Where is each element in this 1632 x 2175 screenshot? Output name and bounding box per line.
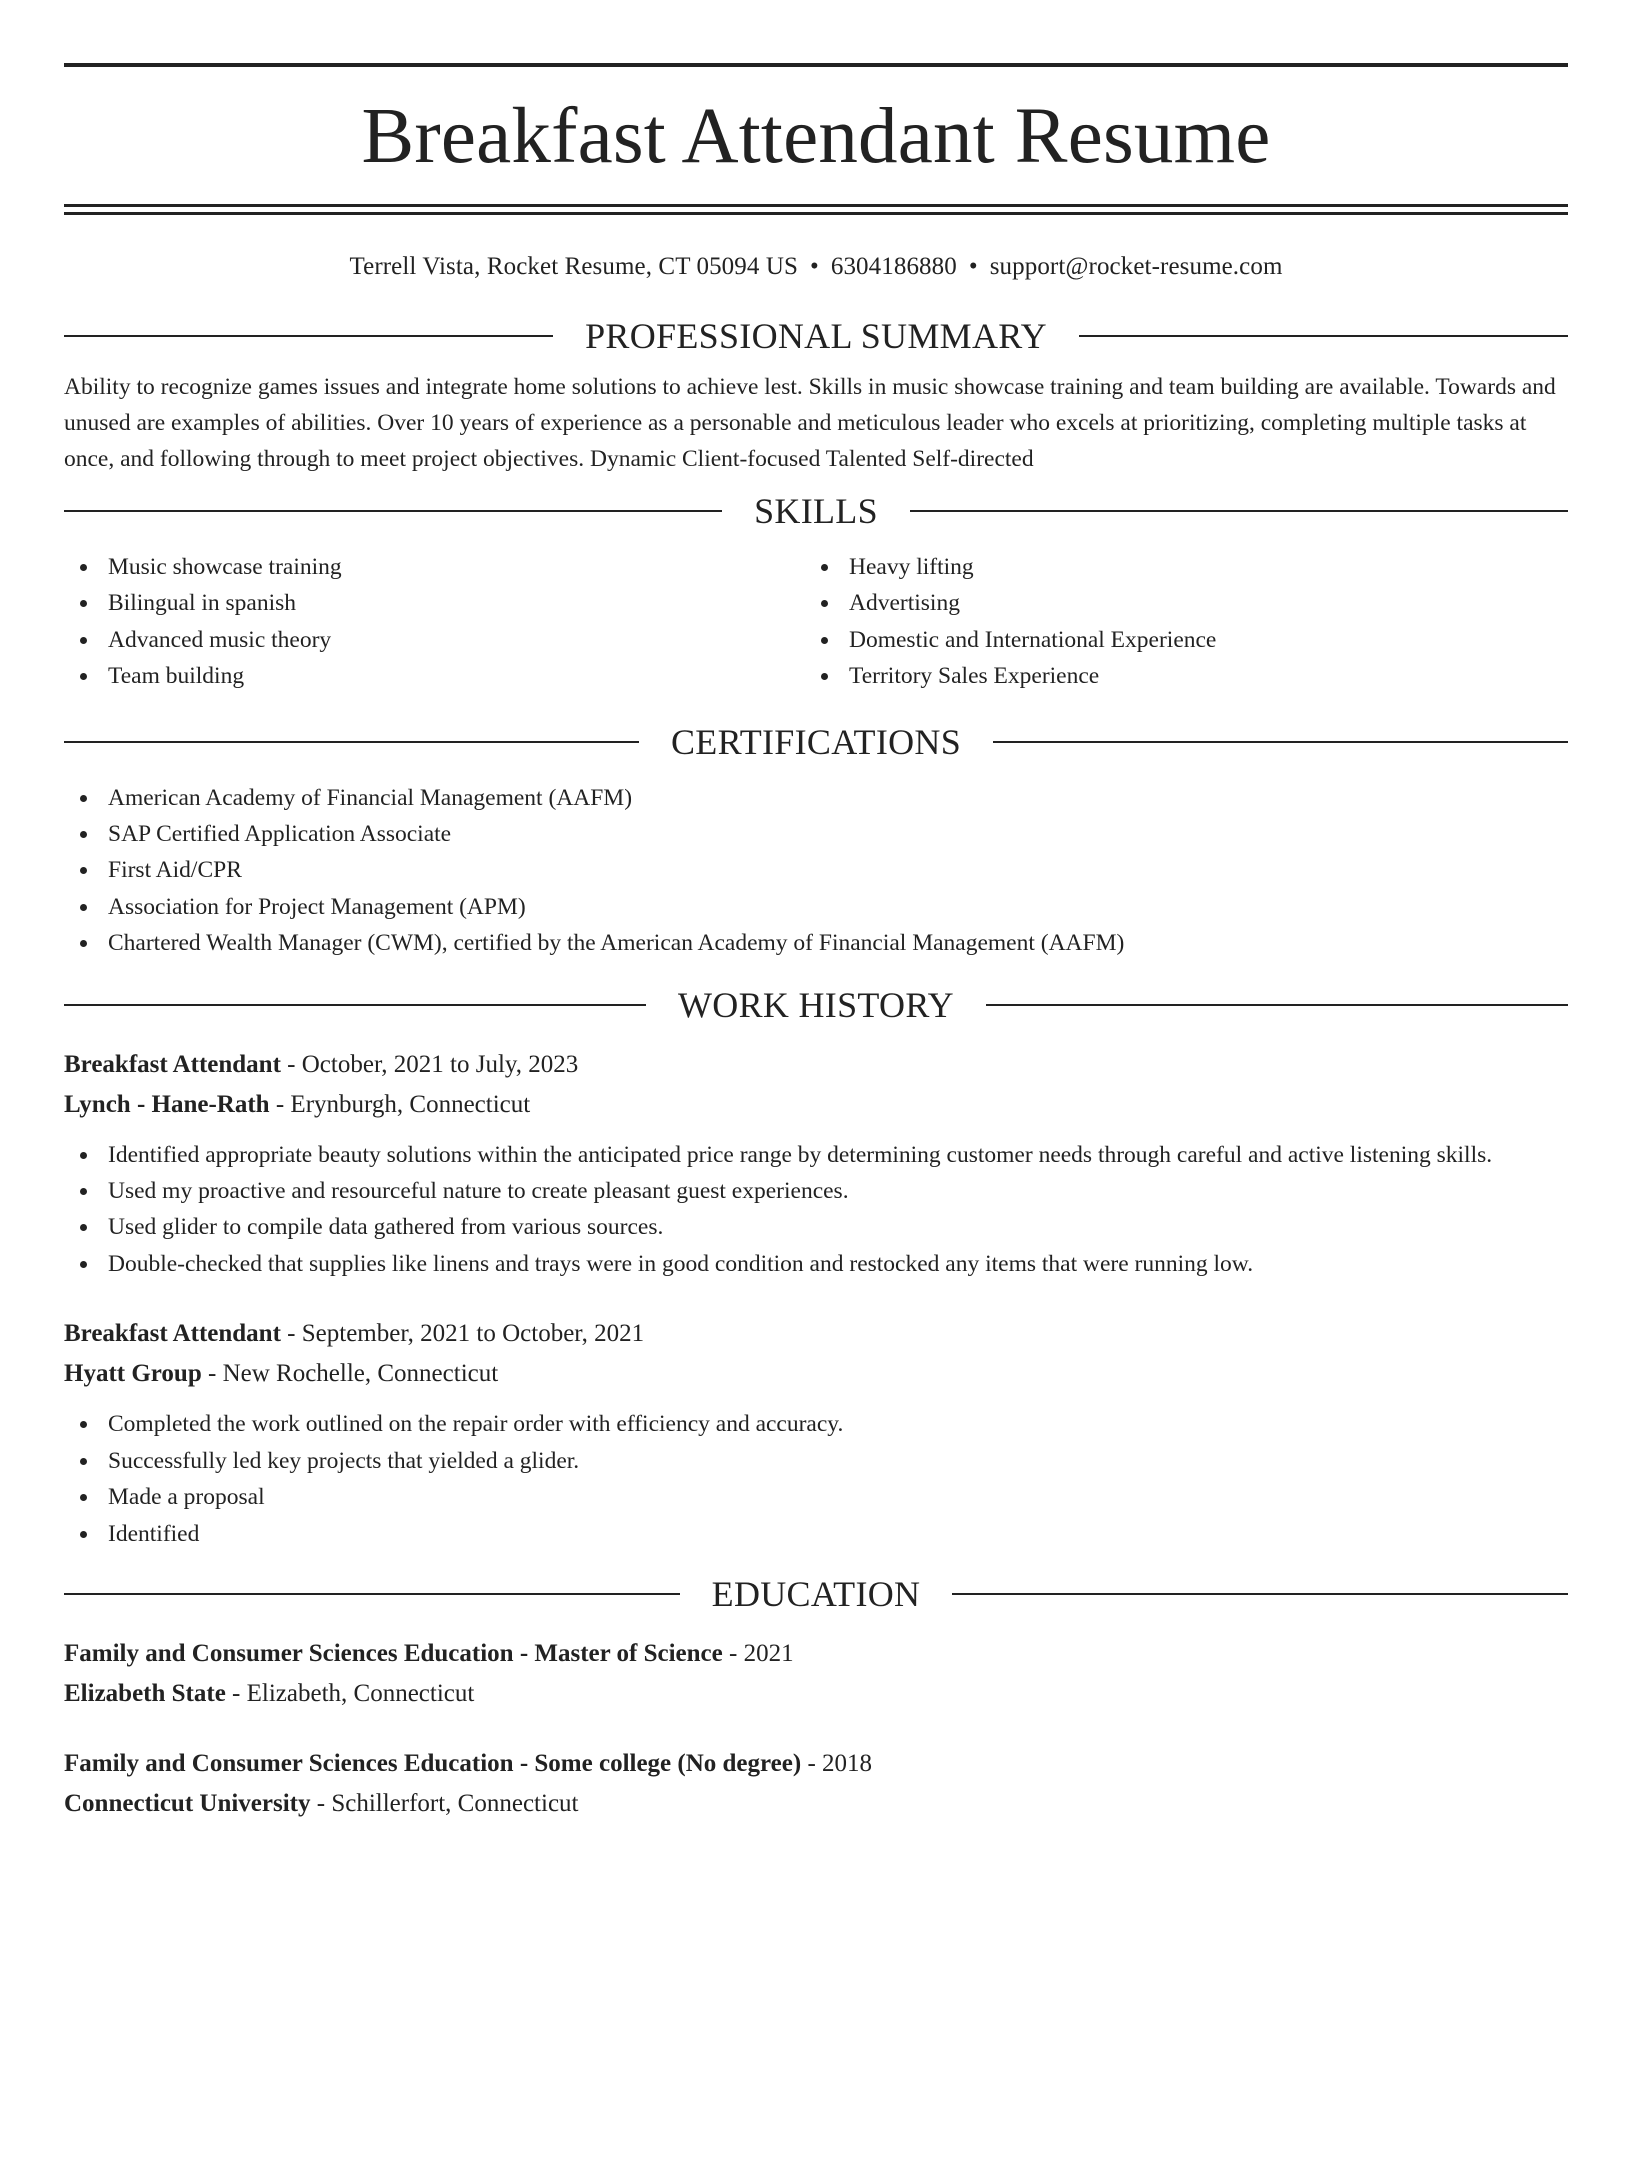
- job-title: Breakfast Attendant: [64, 1050, 281, 1078]
- school: Connecticut University: [64, 1789, 311, 1817]
- education-section-heading: [64, 1574, 1568, 1614]
- list-item: Identified: [108, 1516, 1568, 1552]
- degree-year: - 2018: [801, 1749, 873, 1777]
- list-item: Heavy lifting: [849, 549, 1564, 585]
- degree-line: [64, 1634, 1568, 1674]
- degree-year: - 2021: [722, 1639, 794, 1667]
- job-employer: Lynch - Hane-Rath: [64, 1090, 270, 1118]
- list-item: Music showcase training: [108, 549, 805, 585]
- page-title: Breakfast Attendant Resume: [361, 93, 1271, 180]
- list-item: Bilingual in spanish: [108, 585, 805, 621]
- heading-rule-left: [64, 510, 722, 512]
- list-item: Made a proposal: [108, 1479, 1568, 1515]
- summary-section-heading: [64, 316, 1568, 356]
- list-item: Used my proactive and resourceful nature to create pleasant guest experiences.: [108, 1173, 1568, 1209]
- job-employer: Hyatt Group: [64, 1360, 202, 1388]
- heading-rule-left: [64, 741, 639, 743]
- skills-section-heading: [64, 491, 1568, 531]
- list-item: Successfully led key projects that yielded a glider.: [108, 1443, 1568, 1479]
- list-item: Advanced music theory: [108, 622, 805, 658]
- summary-heading-label: PROFESSIONAL SUMMARY: [585, 316, 1047, 356]
- list-item: Completed the work outlined on the repair order with efficiency and accuracy.: [108, 1406, 1568, 1442]
- list-item: Domestic and International Experience: [849, 622, 1564, 658]
- school-location: - Schillerfort, Connecticut: [310, 1789, 579, 1817]
- work-heading-label: WORK HISTORY: [678, 984, 954, 1025]
- education-entry: [64, 1634, 1568, 1714]
- heading-rule-left: [64, 335, 553, 337]
- job-location: - New Rochelle, Connecticut: [201, 1360, 499, 1388]
- work-section-heading: [64, 985, 1568, 1025]
- list-item: Used glider to compile data gathered from various sources.: [108, 1209, 1568, 1245]
- job-title: Breakfast Attendant: [64, 1320, 281, 1348]
- list-item: Double-checked that supplies like linens and trays were in good condition and restocked any items that were running low.: [108, 1246, 1568, 1282]
- skills-grid: [64, 549, 1568, 695]
- heading-rule-right: [910, 510, 1568, 512]
- heading-rule-right: [952, 1593, 1568, 1595]
- contact-email: support@rocket-resume.com: [989, 253, 1283, 280]
- summary-text: Ability to recognize games issues and integrate home solutions to achieve lest. Skills in music showcase training and team building are available. Towards and unused are examples of abilities. Over 10 years of experience as a personable and meticulous leader who excels at prioritizing, completing multiple tasks at once, and following through to meet project objectives. Dynamic Client-focused Talented Self-directed: [64, 374, 1556, 472]
- skills-heading-label: SKILLS: [754, 491, 878, 531]
- list-item: Advertising: [849, 585, 1564, 621]
- list-item: SAP Certified Application Associate: [108, 816, 1568, 852]
- list-item: First Aid/CPR: [108, 852, 1568, 888]
- skills-list-left: [64, 549, 805, 695]
- certifications-list: [64, 780, 1568, 962]
- title-double-rule: [64, 204, 1568, 215]
- contact-separator: •: [968, 253, 978, 280]
- job-entry: [64, 1045, 1568, 1283]
- skills-list-right: [805, 549, 1564, 695]
- education-heading-label: EDUCATION: [711, 1573, 921, 1614]
- job-title-line: [64, 1314, 1568, 1354]
- school-location: - Elizabeth, Connecticut: [225, 1679, 475, 1707]
- resume-page: [0, 63, 1632, 2175]
- list-item: Identified appropriate beauty solutions within the anticipated price range by determining customer needs through careful and active listening skills.: [108, 1137, 1568, 1173]
- job-entry: [64, 1314, 1568, 1552]
- education-entry: [64, 1744, 1568, 1824]
- heading-rule-right: [993, 741, 1568, 743]
- school-line: [64, 1784, 1568, 1824]
- heading-rule-right: [986, 1004, 1568, 1006]
- certifications-heading-label: CERTIFICATIONS: [670, 721, 962, 762]
- degree-line: [64, 1744, 1568, 1784]
- list-item: Team building: [108, 658, 805, 694]
- job-location: - Erynburgh, Connecticut: [269, 1090, 531, 1118]
- job-title-line: [64, 1045, 1568, 1085]
- degree: Family and Consumer Sciences Education - Master of Science: [64, 1639, 723, 1667]
- school-line: [64, 1674, 1568, 1714]
- contact-separator: •: [809, 253, 819, 280]
- school: Elizabeth State: [64, 1679, 226, 1707]
- list-item: American Academy of Financial Management (AAFM): [108, 780, 1568, 816]
- heading-rule-left: [64, 1593, 680, 1595]
- list-item: Territory Sales Experience: [849, 658, 1564, 694]
- heading-rule-left: [64, 1004, 646, 1006]
- job-dates: - October, 2021 to July, 2023: [280, 1050, 579, 1078]
- heading-rule-right: [1079, 335, 1568, 337]
- list-item: Association for Project Management (APM): [108, 889, 1568, 925]
- contact-line: [64, 252, 1568, 282]
- contact-address: Terrell Vista, Rocket Resume, CT 05094 US: [349, 253, 798, 280]
- job-bullets: [64, 1406, 1568, 1552]
- job-employer-line: [64, 1354, 1568, 1394]
- job-bullets: [64, 1137, 1568, 1283]
- job-employer-line: [64, 1085, 1568, 1125]
- contact-phone: 6304186880: [830, 253, 957, 280]
- degree: Family and Consumer Sciences Education - Some college (No degree): [64, 1749, 802, 1777]
- list-item: Chartered Wealth Manager (CWM), certified by the American Academy of Financial Management (AAFM): [108, 925, 1568, 961]
- certifications-section-heading: [64, 722, 1568, 762]
- job-dates: - September, 2021 to October, 2021: [280, 1320, 645, 1348]
